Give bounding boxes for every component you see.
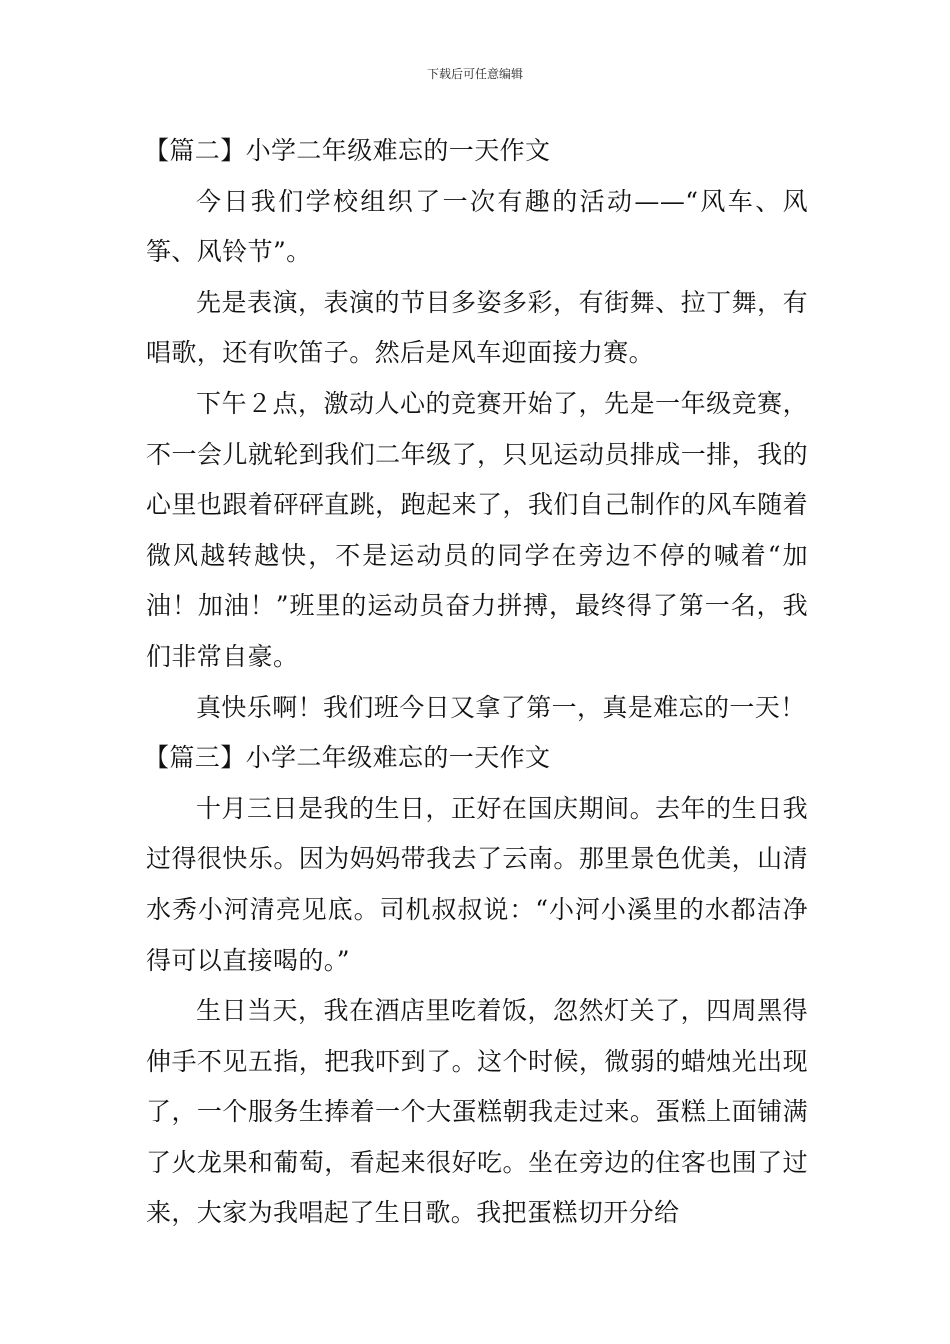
section-2-heading: 【篇二】小学二年级难忘的一天作文	[144, 136, 551, 165]
section-2-paragraph-2: 先是表演，表演的节目多姿多彩，有街舞、拉丁舞，有唱歌，还有吹笛子。然后是风车迎面接力赛。	[146, 287, 808, 368]
page-header-note: 下载后可任意编辑	[426, 67, 523, 81]
section-2-paragraph-3: 下午２点，激动人心的竞赛开始了，先是一年级竞赛，不一会儿就轮到我们二年级了，只见运动员排成一排，我的心里也跟着砰砰直跳，跑起来了，我们自己制作的风车随着微风越转越快，不是运动员的同学在旁边不停的喊着“加油！加油！”班里的运动员奋力拼搏，最终得了第一名，我们非常自豪。	[146, 388, 808, 671]
section-2-paragraph-4: 真快乐啊！我们班今日又拿了第一，真是难忘的一天！	[196, 692, 806, 722]
section-2-paragraph-1: 今日我们学校组织了一次有趣的活动——“风车、风筝、风铃节”。	[146, 186, 808, 267]
essay-body	[146, 126, 808, 1239]
section-3-heading: 【篇三】小学二年级难忘的一天作文	[144, 743, 551, 773]
section-3-paragraph-2: 生日当天，我在酒店里吃着饭，忽然灯关了，四周黑得伸手不见五指，把我吓到了。这个时候，微弱的蜡烛光出现了，一个服务生捧着一个大蛋糕朝我走过来。蛋糕上面铺满了火龙果和葡萄，看起来很好吃。坐在旁边的住客也围了过来，大家为我唱起了生日歌。我把蛋糕切开分给	[146, 996, 808, 1228]
section-3-paragraph-1: 十月三日是我的生日，正好在国庆期间。去年的生日我过得很快乐。因为妈妈带我去了云南。那里景色优美，山清水秀小河清亮见底。司机叔叔说：“小河小溪里的水都洁净得可以直接喝的。”	[146, 793, 808, 975]
